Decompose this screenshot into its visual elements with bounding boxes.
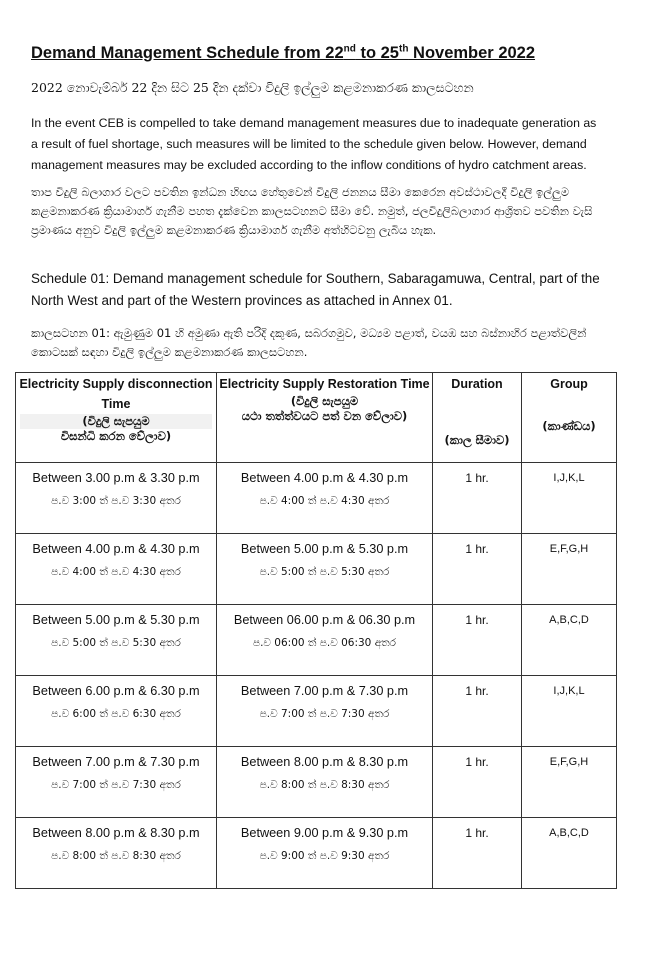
duration-cell [433,818,522,889]
title-sup-nd: nd [343,43,356,55]
disconnection-cell [16,605,217,676]
restoration-time-en: Between 8.00 p.m & 8.30 p.m [240,755,409,769]
table-header-row [16,373,617,463]
title-sup-th: th [399,43,409,55]
disconnection-time-en: Between 8.00 p.m & 8.30 p.m [32,826,200,840]
restoration-cell [217,605,433,676]
table-row [16,818,617,889]
duration-value: 1 hr. [465,684,489,698]
group-cell [522,605,617,676]
restoration-cell [217,463,433,534]
restoration-time-si: ප.ව 4:00 ත් ප.ව 4:30 අතර [259,495,390,507]
duration-value: 1 hr. [465,826,489,840]
header-disconnection-en: Electricity Supply disconnection Time [19,377,213,411]
header-duration-en: Duration [451,377,503,391]
header-duration [433,373,522,463]
group-cell [522,747,617,818]
sinhala-subtitle: 2022 නොවැම්බර් 22 දින සිට 25 දින දක්වා විදුලි ඉල්ලුම කළමනාකරණ කාලසටහන [31,80,474,95]
document-title [31,44,535,63]
disconnection-cell [16,676,217,747]
group-value: I,J,K,L [553,685,585,697]
header-restoration-en: Electricity Supply Restoration Time [219,377,430,391]
restoration-cell [217,534,433,605]
restoration-time-en: Between 9.00 p.m & 9.30 p.m [240,826,409,840]
header-duration-si: (කාල සීමාව) [444,433,510,447]
group-cell [522,676,617,747]
group-cell [522,463,617,534]
table-row [16,676,617,747]
disconnection-time-en: Between 5.00 p.m & 5.30 p.m [32,613,200,627]
disconnection-time-si: ප.ව 7:00 ත් ප.ව 7:30 අතර [51,779,181,791]
restoration-time-si: ප.ව 06:00 ත් ප.ව 06:30 අතර [252,637,397,649]
title-prefix: Demand Management Schedule from 22 [31,44,344,62]
duration-value: 1 hr. [465,755,489,769]
group-cell [522,818,617,889]
header-group [522,373,617,463]
duration-value: 1 hr. [465,613,489,627]
header-restoration-time [217,373,433,463]
disconnection-cell [16,534,217,605]
table-row [16,534,617,605]
disconnection-time-si: ප.ව 4:00 ත් ප.ව 4:30 අතර [51,566,181,578]
disconnection-time-si: ප.ව 3:00 ත් ප.ව 3:30 අතර [51,495,181,507]
duration-value: 1 hr. [465,471,489,485]
sinhala-notice-paragraph: තාප විදුලි බලාගාර වලට පවතින ඉන්ධන හිඟය හේතුවෙන් විදුලි ජනනය සීමා කෙරෙන අවස්ථාවලදී විදුලි ඉල්ලුම කළමනාකරණ ක්‍රියාමාර්ග ගැනීම පහත දැක්වෙන කාලසටහනට සීමා වේ. නමුත්, ජලවිදුලිබලාගාර ආශ්‍රිතව පවතින වැසි ප්‍රමාණය අනුව විදුලි ඉල්ලුම කළමනාකරණ ක්‍රියාමාර්ග ගැනීම අත්හිටවනු ලැබිය හැක. [31,185,593,237]
disconnection-time-si: ප.ව 5:00 ත් ප.ව 5:30 අතර [51,637,181,649]
duration-value: 1 hr. [465,542,489,556]
disconnection-cell [16,818,217,889]
title-suffix: November 2022 [408,44,536,62]
disconnection-time-en: Between 6.00 p.m & 6.30 p.m [32,684,200,698]
table-row [16,463,617,534]
disconnection-time-si: ප.ව 6:00 ත් ප.ව 6:30 අතර [51,708,181,720]
table-row [16,605,617,676]
duration-cell [433,534,522,605]
restoration-time-si: ප.ව 5:00 ත් ප.ව 5:30 අතර [259,566,390,578]
group-value: A,B,C,D [549,827,589,839]
restoration-time-en: Between 4.00 p.m & 4.30 p.m [240,471,409,485]
header-disconnection-time [16,373,217,463]
restoration-cell [217,676,433,747]
schedule-table [15,372,617,889]
restoration-time-en: Between 06.00 p.m & 06.30 p.m [233,613,416,627]
restoration-cell [217,747,433,818]
group-value: E,F,G,H [549,543,589,555]
restoration-time-si: ප.ව 8:00 ත් ප.ව 8:30 අතර [259,779,390,791]
header-restoration-si-2: යථා තත්ත්වයට පත් වන වේලාව) [241,409,408,423]
duration-cell [433,463,522,534]
restoration-time-si: ප.ව 7:00 ත් ප.ව 7:30 අතර [259,708,390,720]
disconnection-time-en: Between 7.00 p.m & 7.30 p.m [32,755,200,769]
header-restoration-si-1: (විදුලි සැපයුම [290,394,359,408]
schedule-description-en: Schedule 01: Demand management schedule for Southern, Sabaragamuwa, Central, part of the North West and part of the Western provinces as attached in Annex 01. [31,271,600,308]
duration-cell [433,676,522,747]
header-group-si: (කාණ්ඩය) [542,419,596,433]
restoration-time-en: Between 5.00 p.m & 5.30 p.m [240,542,409,556]
disconnection-cell [16,747,217,818]
disconnection-cell [16,463,217,534]
restoration-time-en: Between 7.00 p.m & 7.30 p.m [240,684,409,698]
english-notice-paragraph: In the event CEB is compelled to take demand management measures due to inadequate generation as a result of fuel shortage, such measures will be limited to the schedule given below. However, demand management measures may be excluded according to the inflow conditions of hydro catchment areas. [31,116,597,172]
duration-cell [433,605,522,676]
disconnection-time-si: ප.ව 8:00 ත් ප.ව 8:30 අතර [51,850,181,862]
title-middle: to 25 [355,44,399,62]
duration-cell [433,747,522,818]
group-value: I,J,K,L [553,472,585,484]
disconnection-time-en: Between 4.00 p.m & 4.30 p.m [32,542,200,556]
group-cell [522,534,617,605]
schedule-description-si: කාලසටහන 01: ඇමුණුම 01 හි අමුණා ඇති පරිදි දකුණ, සබරගමුව, මධ්‍යම පළාත්, වයඹ සහ බස්නාහිර පළාත්වලින් කොටසක් සඳහා විදුලි ඉල්ලුම කළමනාකරණ කාලසටහන. [31,326,587,359]
restoration-time-si: ප.ව 9:00 ත් ප.ව 9:30 අතර [259,850,390,862]
group-value: A,B,C,D [549,614,589,626]
disconnection-time-en: Between 3.00 p.m & 3.30 p.m [32,471,200,485]
header-disconnection-si-1: (විදුලි සැපයුම [20,414,212,429]
header-disconnection-si-2: විසන්ධි කරන වේලාව) [60,429,172,443]
restoration-cell [217,818,433,889]
table-row [16,747,617,818]
header-group-en: Group [550,377,588,391]
group-value: E,F,G,H [549,756,589,768]
